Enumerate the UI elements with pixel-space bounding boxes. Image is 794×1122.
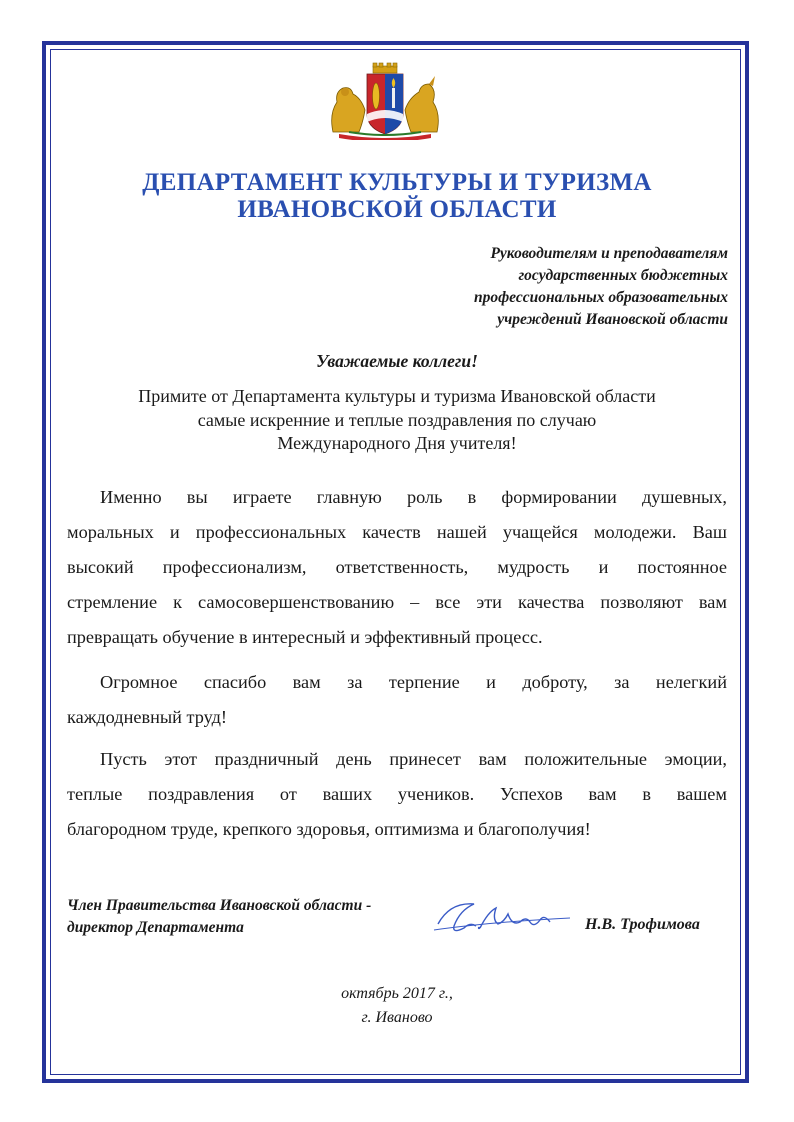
greeting-line: Международного Дня учителя! xyxy=(277,433,517,453)
body-text-line: каждодневный труд! xyxy=(67,707,228,727)
body-text-line: стремление к самосовершенствованию – все эти качества позволяют вам xyxy=(67,592,727,612)
body-text-line: Именно вы играете главную роль в формировании душевных, xyxy=(100,487,727,507)
addressee-line: Руководителям и преподавателям xyxy=(490,245,728,262)
body-text-line: моральных и профессиональных качеств нашей учащейся молодежи. Ваш xyxy=(67,522,727,542)
signer-name: Н.В. Трофимова xyxy=(585,916,700,933)
addressee-line: государственных бюджетных xyxy=(518,267,728,284)
greeting-block xyxy=(60,385,734,456)
body-text-line: благородном труде, крепкого здоровья, оптимизма и благополучия! xyxy=(67,819,591,839)
addressee-block xyxy=(308,243,728,331)
body-text-line: Пусть этот праздничный день принесет вам положительные эмоции, xyxy=(100,749,727,769)
department-name-line1: ДЕПАРТАМЕНТ КУЛЬТУРЫ И ТУРИЗМА xyxy=(142,169,652,196)
body-text-line: высокий профессионализм, ответственность, мудрость и постоянное xyxy=(67,557,727,577)
body-text-line: теплые поздравления от ваших учеников. Успехов вам в вашем xyxy=(67,784,727,804)
addressee-line: учреждений Ивановской области xyxy=(497,311,728,328)
greeting-line: Примите от Департамента культуры и туризма Ивановской области xyxy=(138,386,656,406)
body-text-line: превращать обучение в интересный и эффективный процесс. xyxy=(67,627,543,647)
letter-place: г. Иваново xyxy=(361,1009,433,1026)
signer-position-line2: директор Департамента xyxy=(67,919,244,936)
body-text-line: Огромное спасибо вам за терпение и доброту, за нелегкий xyxy=(100,672,727,692)
date-place-block xyxy=(60,982,734,1030)
department-name-line2: ИВАНОВСКОЙ ОБЛАСТИ xyxy=(237,196,557,223)
letter-date: октябрь 2017 г., xyxy=(341,985,453,1002)
signer-position-line1: Член Правительства Ивановской области - xyxy=(67,897,372,914)
greeting-line: самые искренние и теплые поздравления по случаю xyxy=(197,409,597,430)
coat-of-arms-icon xyxy=(321,62,449,140)
addressee-line: профессиональных образовательных xyxy=(473,289,728,306)
salutation: Уважаемые коллеги! xyxy=(316,351,478,371)
signer-position xyxy=(67,895,371,939)
handwritten-signature-icon xyxy=(430,892,580,942)
